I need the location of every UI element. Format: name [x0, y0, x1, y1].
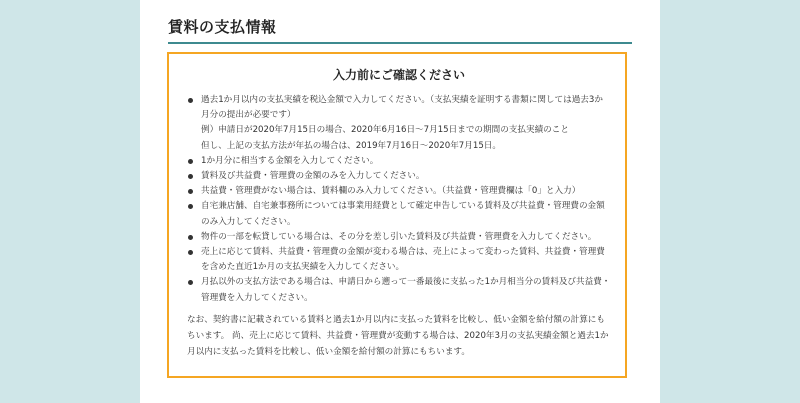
- section-title: 賃料の支払情報: [168, 16, 632, 44]
- list-item: [187, 93, 611, 154]
- list-item: [187, 275, 611, 305]
- notice-heading: 入力前にご確認ください: [332, 68, 465, 82]
- list-item: [187, 230, 611, 245]
- notice-footnote: なお、契約書に記載されている賃料と過去1か月以内に支払った賃料を比較し、低い金額を給付額の計算にもちいます。 尚、売上に応じて賃料、共益費・管理費が変動する場合は、2020年3月の支払実績金額と過去1か月以内に支払った賃料を比較し、低い金額を給付額の計算にもちいます。: [187, 314, 609, 357]
- list-item-text: 賃料及び共益費・管理費の金額のみを入力してください。: [201, 171, 425, 182]
- list-item-text: 月払以外の支払方法である場合は、申請日から遡って一番最後に支払った1か月相当分の賃料及び共益費・管理費を入力してください。: [201, 277, 611, 303]
- list-item: [187, 199, 611, 229]
- list-item: [187, 184, 611, 199]
- list-item: [187, 245, 611, 275]
- list-item-text: 共益費・管理費がない場合は、賃料欄のみ入力してください。（共益費・管理費欄は「0」と入力）: [201, 186, 581, 197]
- notice-box: [167, 52, 627, 378]
- list-item-example: 但し、上記の支払方法が年払の場合は、2019年7月16日〜2020年7月15日。: [201, 140, 501, 151]
- list-item: [187, 154, 611, 169]
- list-item-text: 物件の一部を転貸している場合は、その分を差し引いた賃料及び共益費・管理費を入力してください。: [201, 231, 597, 242]
- list-item-text: 過去1か月以内の支払実績を税込金額で入力してください。（支払実績を証明する書類に関しては過去3か月分の提出が必要です）: [201, 95, 603, 121]
- list-item-text: 1か月分に相当する金額を入力してください。: [201, 155, 379, 166]
- list-item-text: 自宅兼店舗、自宅兼事務所については事業用経費として確定申告している賃料及び共益費・管理費の金額のみ入力してください。: [201, 201, 605, 227]
- list-item-example: 例）申請日が2020年7月15日の場合、2020年6月16日〜7月15日までの期間の支払実績のこと: [201, 125, 569, 136]
- list-item: [187, 169, 611, 184]
- list-item-text: 売上に応じて賃料、共益費・管理費の金額が変わる場合は、売上によって変わった賃料、共益費・管理費を含めた直近1か月の支払実績を入力してください。: [201, 247, 605, 273]
- content-panel: [140, 0, 660, 403]
- notice-list: [187, 93, 611, 306]
